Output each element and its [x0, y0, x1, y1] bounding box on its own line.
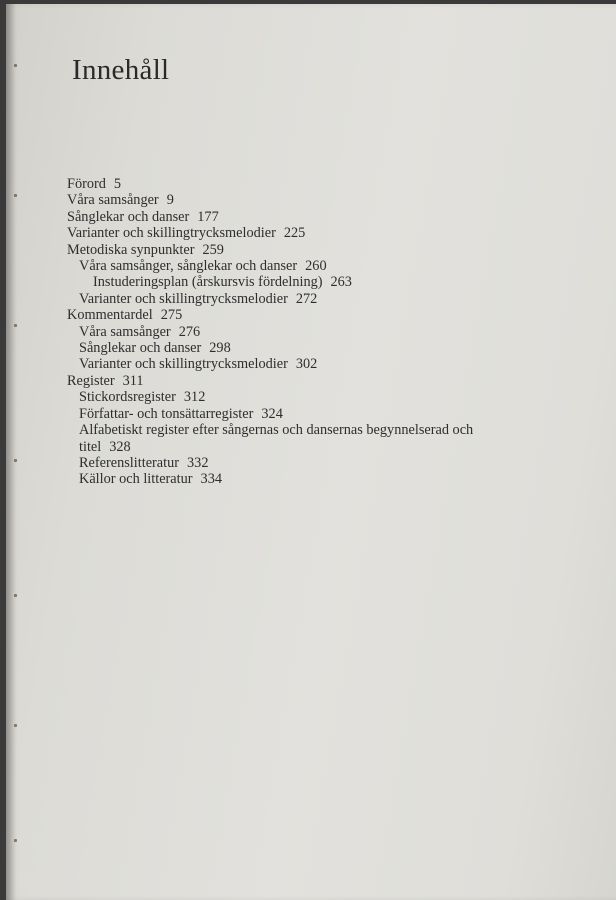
toc-entry-varianter	[67, 225, 587, 241]
toc-entry-page: 324	[261, 405, 283, 422]
toc-entry-page: 332	[187, 454, 209, 471]
toc-entry-text: Alfabetiskt register efter sångernas och dansernas begynnelserad och titel	[79, 422, 474, 455]
toc-entry-vara-samsanger	[67, 192, 587, 208]
table-of-contents	[67, 176, 587, 488]
toc-entry-text: Förord	[67, 176, 106, 192]
toc-entry-page: 334	[200, 471, 222, 488]
toc-subentry-varianter	[67, 291, 587, 307]
toc-entry-page: 328	[109, 438, 131, 455]
toc-entry-page: 302	[295, 356, 318, 373]
toc-entry-text: Våra samsånger, sånglekar och danser	[79, 258, 298, 275]
book-page	[6, 4, 616, 900]
toc-subentry-forfattar	[67, 406, 587, 422]
toc-entry-page: 263	[330, 274, 352, 291]
toc-subentry-instuderingsplan	[67, 274, 587, 290]
toc-entry-text: Metodiska synpunkter	[67, 241, 195, 258]
toc-entry-register	[67, 373, 587, 389]
toc-entry-text: Sånglekar och danser	[79, 340, 202, 357]
toc-entry-text: Varianter och skillingtrycksmelodier	[67, 225, 276, 242]
toc-entry-text: Instuderingsplan (årskursvis fördelning)	[93, 274, 323, 291]
toc-entry-text: Kommentardel	[67, 307, 153, 324]
toc-entry-forord	[67, 176, 587, 192]
toc-subentry-sanglekar	[67, 340, 587, 356]
page-title: Innehåll	[72, 54, 170, 86]
toc-entry-page: 312	[183, 389, 206, 406]
toc-entry-page: 311	[122, 372, 144, 389]
toc-entry-page: 298	[209, 340, 231, 357]
toc-entry-text: Författar- och tonsättarregister	[79, 405, 254, 422]
toc-subentry-vara-samsanger	[67, 324, 587, 340]
toc-subentry-stickordsregister	[67, 389, 587, 405]
toc-entry-text: Varianter och skillingtrycksmelodier	[79, 356, 288, 373]
toc-entry-text: Stickordsregister	[79, 389, 176, 406]
toc-entry-text: Våra samsånger	[79, 323, 171, 340]
toc-entry-page: 276	[178, 323, 201, 340]
toc-subentry-referenslitteratur	[67, 455, 587, 471]
toc-entry-sanglekar	[67, 209, 587, 225]
toc-entry-page: 275	[160, 307, 183, 324]
toc-entry-page: 260	[305, 258, 327, 275]
toc-subentry-varianter-kommentar	[67, 356, 587, 372]
toc-entry-text: Källor och litteratur	[79, 471, 193, 488]
toc-entry-text: Våra samsånger	[67, 192, 159, 209]
toc-subentry-alfabetiskt	[67, 422, 509, 455]
toc-entry-page: 259	[202, 241, 224, 258]
toc-entry-metodiska	[67, 242, 587, 258]
toc-entry-text: Sånglekar och danser	[67, 208, 190, 225]
toc-entry-page: 5	[113, 176, 122, 192]
toc-entry-page: 225	[283, 225, 306, 242]
toc-entry-kommentardel	[67, 307, 587, 323]
toc-subentry-kallor	[67, 471, 587, 487]
toc-entry-page: 272	[295, 290, 318, 307]
toc-entry-text: Varianter och skillingtrycksmelodier	[79, 290, 288, 307]
toc-entry-text: Referenslitteratur	[79, 454, 180, 471]
toc-entry-page: 177	[197, 208, 219, 225]
toc-subentry-vara-samsanger-sanglekar	[67, 258, 587, 274]
toc-entry-text: Register	[67, 372, 115, 389]
toc-entry-page: 9	[166, 192, 174, 209]
binding-thread-marks	[14, 64, 18, 844]
